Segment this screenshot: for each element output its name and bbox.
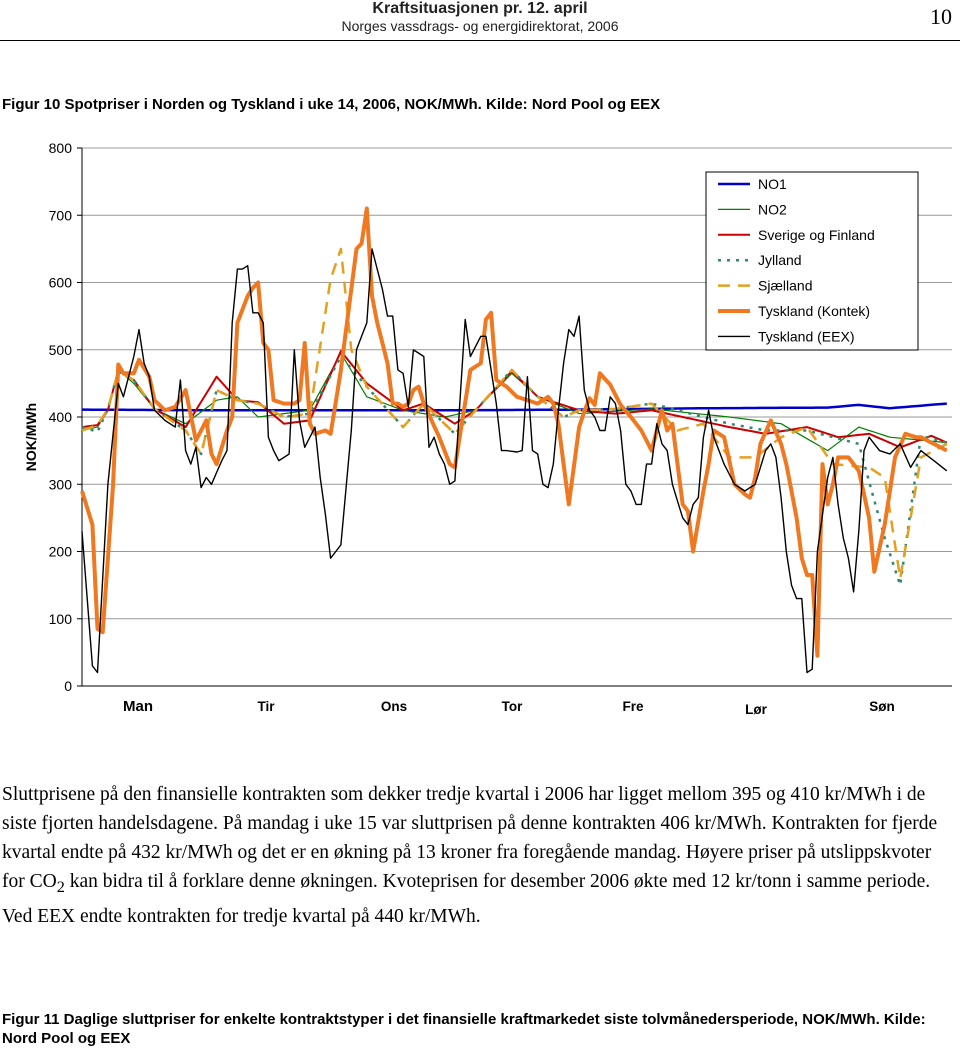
x-category-label: Fre bbox=[622, 699, 644, 714]
y-tick-label: 700 bbox=[48, 207, 72, 224]
x-category-labels bbox=[123, 698, 895, 717]
paragraph-part-2: kan bidra til å forklare denne økningen. Kvoteprisen for desember 2006 økte med 12 kr/tonn i samme periode. Ved EEX endte kontrakten for tredje kvartal på 440 kr/MWh. bbox=[2, 871, 931, 927]
y-tick-label: 500 bbox=[48, 341, 72, 358]
x-category-label: Tir bbox=[257, 699, 275, 714]
legend-label: NO1 bbox=[758, 176, 787, 192]
paragraph-part-1: Sluttprisene på den finansielle kontrakten som dekker tredje kvartal i 2006 har ligget mellom 395 og 410 kr/MWh i de siste fjorten handelsdagene. På mandag i uke 15 var sluttprisen på denne kontrakten 406 kr/MWh. Kontrakten for fjerde kvartal endte på 432 kr/MWh og det er en økning på 13 kroner fra foregående mandag. Høyere priser på utslippskvoter for CO bbox=[2, 784, 938, 892]
legend-label: Sverige og Finland bbox=[758, 226, 875, 243]
legend-label: Jylland bbox=[758, 252, 802, 269]
series-line bbox=[82, 353, 947, 451]
x-category-label: Ons bbox=[380, 699, 408, 714]
legend-label: Sjælland bbox=[758, 277, 813, 294]
y-tick-label: 200 bbox=[48, 543, 72, 560]
y-tick-label: 300 bbox=[48, 476, 72, 493]
series-line bbox=[82, 351, 947, 447]
y-tick-label: 400 bbox=[48, 409, 72, 425]
figure-11-caption: Figur 11 Daglige sluttpriser for enkelte kontraktstyper i det finansielle kraftmarkedet siste tolvmånedersperiode, NOK/MWh. Kilde: Nord Pool og EEX bbox=[2, 1011, 926, 1047]
co2-subscript: 2 bbox=[56, 877, 65, 896]
legend-label: Tyskland (EEX) bbox=[758, 328, 855, 345]
y-tick-label: 100 bbox=[48, 610, 72, 627]
report-title: Kraftsituasjonen pr. 12. april bbox=[372, 0, 588, 17]
y-axis-label: NOK/MWh bbox=[23, 402, 39, 472]
x-category-label: Tor bbox=[501, 699, 523, 714]
page-number: 10 bbox=[930, 4, 952, 29]
figure-10-caption: Figur 10 Spotpriser i Norden og Tyskland i uke 14, 2006, NOK/MWh. Kilde: Nord Pool og EEX bbox=[2, 96, 661, 113]
x-category-label: Man bbox=[123, 698, 153, 715]
y-tick-labels bbox=[49, 140, 73, 694]
report-subtitle: Norges vassdrags- og energidirektorat, 2006 bbox=[341, 18, 619, 34]
price-line-chart bbox=[0, 130, 960, 730]
header-rule bbox=[0, 40, 960, 41]
legend-label: NO2 bbox=[758, 201, 787, 218]
y-tick-label: 800 bbox=[48, 140, 72, 156]
chart-legend bbox=[706, 172, 918, 350]
y-tick-label: 0 bbox=[64, 678, 72, 694]
x-category-label: Søn bbox=[869, 699, 895, 714]
legend-label: Tyskland (Kontek) bbox=[758, 303, 871, 319]
y-tick-label: 600 bbox=[48, 274, 72, 291]
body-paragraph bbox=[2, 780, 954, 931]
x-category-label: Lør bbox=[745, 702, 767, 717]
